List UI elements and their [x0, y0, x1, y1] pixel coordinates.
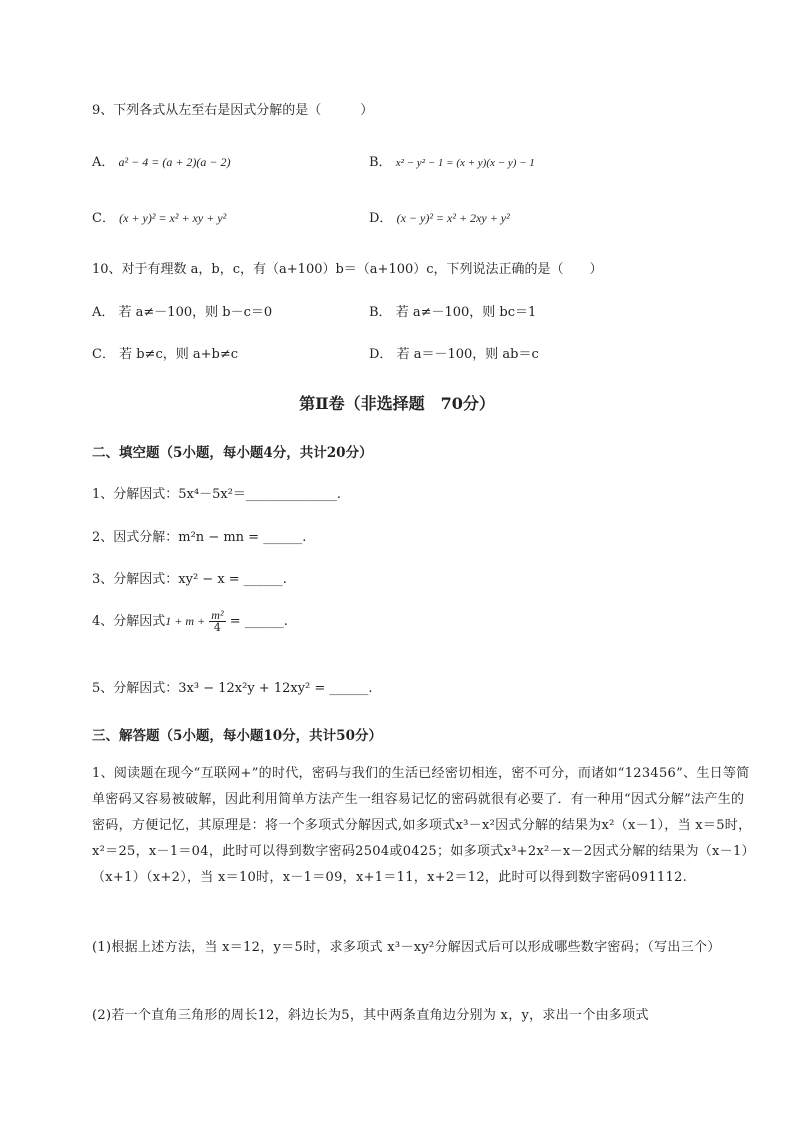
- option-math: x² − y² − 1 = (x + y)(x − y) − 1: [395, 157, 535, 169]
- option-text: 若 a＝－100，则 ab＝c: [396, 347, 539, 362]
- section-heading: 二、填空题（5小题，每小题4分，共计20分）: [92, 445, 373, 461]
- option-math: (x + y)² = x² + xy + y²: [119, 211, 227, 225]
- q10-option-c: [92, 343, 238, 362]
- option-math: a² − 4 = (a + 2)(a − 2): [118, 155, 231, 169]
- option-label: D．: [369, 211, 393, 226]
- option-label: A．: [92, 155, 115, 170]
- section-heading: 三、解答题（5小题，每小题10分，共计50分）: [92, 728, 382, 744]
- q9-option-a: [92, 151, 231, 170]
- q10-option-d: [369, 343, 539, 362]
- q10-stem: 10、对于有理数 a，b，c，有（a+100）b＝（a+100）c，下列说法正确的是（ ）: [92, 262, 603, 277]
- option-label: D．: [369, 347, 393, 362]
- option-text: 若 a≠－100，则 bc＝1: [395, 305, 537, 320]
- fill-item-4-prefix: 4、分解因式: [92, 614, 166, 629]
- q9-option-b: [369, 151, 535, 170]
- fill-item-4-expr: 1 + m +: [165, 614, 206, 628]
- sub-question-2: (2)若一个直角三角形的周长12，斜边长为5，其中两条直角边分别为 x，y，求出一个由多项式: [92, 1008, 649, 1023]
- q9-option-d: [369, 207, 510, 226]
- fraction: [209, 609, 225, 634]
- fill-item-4-suffix: = ______.: [229, 614, 288, 629]
- fill-item-3: 3、分解因式：xy² − x = ______.: [92, 572, 287, 587]
- option-label: A．: [92, 305, 115, 320]
- sub-question-1: (1)根据上述方法，当 x＝12，y＝5时，求多项式 x³－xy²分解因式后可以形成哪些数字密码；（写出三个）: [92, 940, 721, 955]
- option-label: B．: [369, 305, 392, 320]
- q9-stem: 9、下列各式从左至右是因式分解的是（ ）: [92, 103, 374, 118]
- option-label: C．: [92, 211, 115, 226]
- q10-option-b: [369, 301, 536, 320]
- reading-paragraph: 1、阅读题在现今“互联网+”的时代，密码与我们的生活已经密切相连，密不可分，而诸如“123456”、生日等简单密码又容易被破解，因此利用简单方法产生一组容易记忆的密码就很有必要了．有一种用“因式分解”法产生的密码，方便记忆，其原理是：将一个多项式分解因式,如多项式x³－x²因式分解的结果为x²（x－1），当 x＝5时，x²＝25，x－1＝04，此时可以得到数字密码2504或0425；如多项式x³+2x²－x－2因式分解的结果为（x－1）（x+1）（x+2），当 x＝10时，x－1＝09，x+1＝11，x+2＝12，此时可以得到数字密码091112.: [92, 766, 752, 885]
- q10-option-a: [92, 301, 272, 320]
- fill-item-4: [92, 609, 288, 634]
- option-label: C．: [92, 347, 115, 362]
- part-title: 第Ⅱ卷（非选择题 70分）: [299, 394, 495, 413]
- option-text: 若 a≠－100，则 b－c＝0: [118, 305, 273, 320]
- q9-option-c: [92, 207, 226, 226]
- fraction-numerator: m²: [211, 608, 224, 622]
- fill-item-1: 1、分解因式：5x⁴－5x²＝______________.: [92, 487, 342, 502]
- option-math: (x − y)² = x² + 2xy + y²: [396, 211, 510, 225]
- fill-item-5: 5、分解因式：3x³ − 12x²y + 12xy² = ______.: [92, 681, 373, 696]
- option-text: 若 b≠c，则 a+b≠c: [119, 347, 238, 362]
- option-label: B．: [369, 155, 392, 170]
- fraction-denominator: 4: [213, 621, 221, 634]
- fill-item-2: 2、因式分解：m²n − mn = ______.: [92, 530, 307, 545]
